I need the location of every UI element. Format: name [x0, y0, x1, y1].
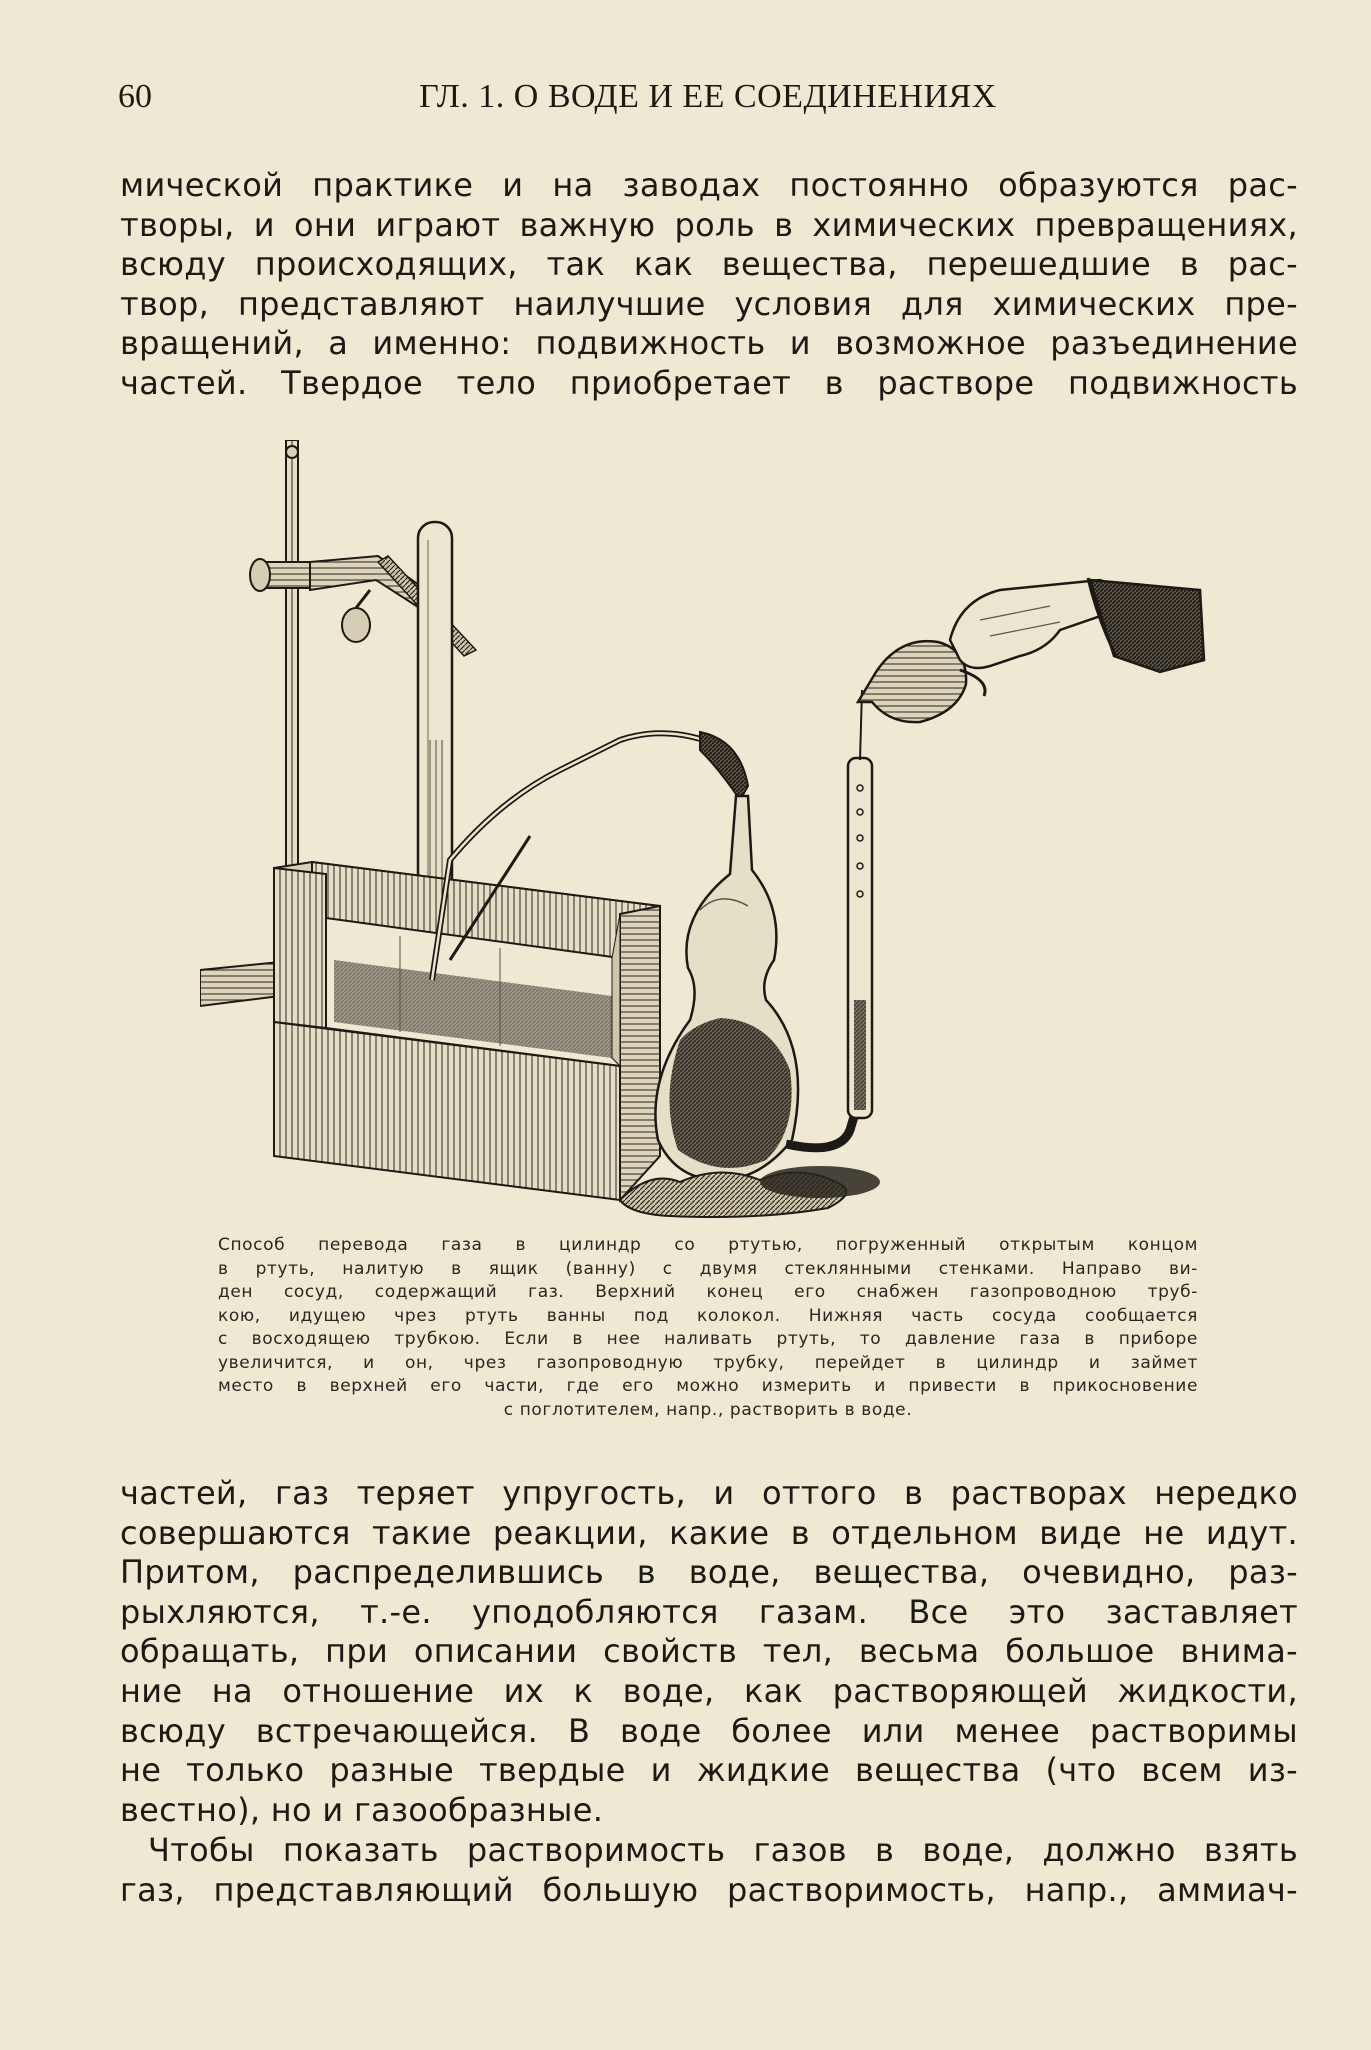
text-line: частей. Твердое тело приобретает в растворе подвижность [120, 363, 1298, 402]
paragraph-bottom [120, 1474, 1298, 1830]
text-line: не только разные твердые и жидкие вещества (что всем из- [120, 1751, 1298, 1790]
caption-line: Способ перевода газа в цилиндр со ртутью, погруженный открытым концом [218, 1235, 1198, 1255]
text-line: мической практике и на заводах постоянно образуются рас- [120, 166, 1298, 204]
caption-line: с восходящею трубкою. Если в нее наливать ртуть, то давление газа в приборе [218, 1329, 1198, 1349]
text-line: вестно), но и газообразные. [120, 1790, 604, 1829]
pouring-hand [858, 578, 1204, 722]
mercury-trough [200, 862, 660, 1200]
paragraph-last [120, 1831, 1298, 1910]
caption-line: с поглотителем, напр., растворить в воде. [503, 1399, 913, 1420]
text-line: всюду происходящих, так как вещества, перешедшие в рас- [120, 245, 1298, 284]
caption-line: место в верхней его части, где его можно измерить и привести в прикосновение [218, 1376, 1198, 1396]
figure-caption [218, 1234, 1198, 1422]
text-line: совершаются такие реакции, какие в отдельном виде не идут. [120, 1513, 1298, 1552]
caption-line: в ртуть, налитую в ящик (ванну) с двумя стеклянными стенками. Направо ви- [218, 1258, 1198, 1279]
apparatus-illustration [200, 440, 1220, 1230]
text-line: обращать, при описании свойств тел, весьма большое внима- [120, 1632, 1298, 1671]
text-line: частей, газ теряет упругость, и оттого в растворах нередко [120, 1474, 1298, 1512]
text-line: всюду встречающейся. В воде более или менее растворимы [120, 1711, 1298, 1750]
text-line: твор, представляют наилучшие условия для химических пре- [120, 284, 1298, 323]
text-line: Притом, распределившись в воде, вещества, очевидно, раз- [120, 1553, 1298, 1592]
text-line: вращений, а именно: подвижность и возможное разъединение [120, 324, 1298, 363]
caption-line: кою, идущею чрез ртуть ванны под колокол. Нижняя часть сосуда сообщается [218, 1305, 1198, 1326]
text-line: газ, представляющий большую растворимость, напр., аммиач- [120, 1870, 1298, 1909]
page-number: 60 [118, 78, 152, 115]
text-line: Чтобы показать растворимость газов в воде, должно взять [148, 1831, 1298, 1869]
text-line: творы, и они играют важную роль в химических превращениях, [120, 205, 1298, 244]
paragraph-top [120, 166, 1298, 404]
text-line: ние на отношение их к воде, как растворяющей жидкости, [120, 1671, 1298, 1710]
caption-line: ден сосуд, содержащий газ. Верхний конец его снабжен газопроводною труб- [218, 1282, 1198, 1302]
running-header [118, 78, 1298, 128]
caption-line: увеличится, и он, чрез газопроводную трубку, перейдет в цилиндр и займет [218, 1352, 1198, 1373]
chapter-title: ГЛ. 1. О ВОДЕ И ЕЕ СОЕДИНЕНИЯХ [419, 78, 997, 115]
text-line: рыхляются, т.-е. уподобляются газам. Все это заставляет [120, 1592, 1298, 1631]
